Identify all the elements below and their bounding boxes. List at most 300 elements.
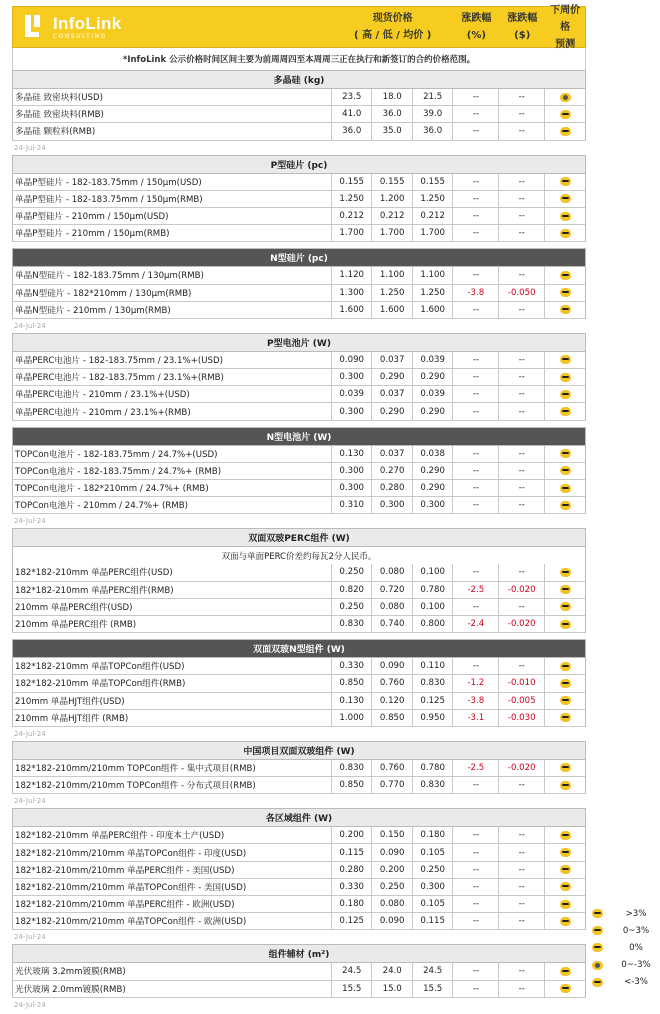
legend-label: <-3%: [624, 977, 648, 988]
price-avg: 0.105: [413, 844, 453, 860]
table-row: [12, 599, 586, 616]
scream-face-icon: [592, 961, 603, 970]
price-high: 0.155: [332, 174, 372, 190]
pct-change: -2.4: [453, 616, 499, 632]
forecast-cell: [545, 582, 585, 598]
flat-face-icon: [560, 305, 571, 314]
price-avg: 0.155: [413, 174, 453, 190]
pct-change: --: [453, 658, 499, 674]
product-name: 182*182-210mm/210mm 单晶TOPCon组件 - 印度(USD): [13, 844, 332, 860]
pct-change: --: [453, 191, 499, 207]
pct-change: --: [453, 106, 499, 122]
price-avg: 0.780: [413, 582, 453, 598]
product-name: TOPCon电池片 - 210mm / 24.7%+ (RMB): [13, 497, 332, 513]
table-row: [12, 879, 586, 896]
pct-change: --: [453, 89, 499, 105]
product-name: 182*182-210mm/210mm 单晶TOPCon组件 - 美国(USD): [13, 879, 332, 895]
section-title: N型硅片 (pc): [12, 248, 586, 267]
flat-face-icon: [560, 466, 571, 475]
forecast-cell: [545, 403, 585, 419]
table-row: [12, 89, 586, 106]
date-stamp: 24-Jul-24: [14, 143, 46, 152]
product-name: 多晶硅 颗粒料(RMB): [13, 123, 332, 139]
price-high: 0.200: [332, 827, 372, 843]
price-high: 0.180: [332, 896, 372, 912]
product-name: 182*182-210mm 单晶PERC组件(RMB): [13, 582, 332, 598]
infolink-logo: [13, 7, 332, 47]
forecast-cell: [545, 106, 585, 122]
abs-change: --: [499, 844, 545, 860]
flat-face-icon: [560, 585, 571, 594]
table-row: [12, 693, 586, 710]
product-name: 单晶N型硅片 - 210mm / 130μm(RMB): [13, 302, 332, 318]
price-avg: 0.115: [413, 913, 453, 929]
section: [12, 741, 586, 808]
price-avg: 0.800: [413, 616, 453, 632]
pct-change: --: [453, 463, 499, 479]
abs-change: --: [499, 658, 545, 674]
price-column-header: 现货价格 ( 高 / 低 / 均价 ): [354, 13, 432, 41]
price-high: 0.130: [332, 693, 372, 709]
product-name: 182*182-210mm/210mm 单晶PERC组件 - 美国(USD): [13, 862, 332, 878]
table-row: [12, 463, 586, 480]
flat-face-icon: [560, 407, 571, 416]
pct-change: --: [453, 480, 499, 496]
section: [12, 639, 586, 741]
forecast-cell: [545, 123, 585, 139]
price-high: 0.850: [332, 675, 372, 691]
table-row: [12, 369, 586, 386]
product-name: 单晶P型硅片 - 182-183.75mm / 150μm(USD): [13, 174, 332, 190]
table-row: [12, 403, 586, 420]
flat-face-icon: [560, 662, 571, 671]
price-avg: 0.105: [413, 896, 453, 912]
price-high: 1.700: [332, 225, 372, 241]
forecast-cell: [545, 285, 585, 301]
abs-change: --: [499, 862, 545, 878]
section-title: 双面双玻PERC组件 (W): [12, 528, 586, 547]
product-name: 182*182-210mm/210mm TOPCon组件 - 分布式项目(RMB): [13, 777, 332, 793]
price-low: 0.850: [372, 710, 412, 726]
price-avg: 36.0: [413, 123, 453, 139]
table-row: [12, 480, 586, 497]
table-row: [12, 844, 586, 861]
abs-change: --: [499, 267, 545, 283]
forecast-cell: [545, 710, 585, 726]
product-name: 182*182-210mm/210mm 单晶PERC组件 - 欧洲(USD): [13, 896, 332, 912]
abs-change: --: [499, 879, 545, 895]
abs-change: --: [499, 106, 545, 122]
price-low: 0.270: [372, 463, 412, 479]
price-avg: 39.0: [413, 106, 453, 122]
flat-face-icon: [560, 848, 571, 857]
table-row: [12, 497, 586, 514]
price-low: 1.600: [372, 302, 412, 318]
price-high: 0.330: [332, 879, 372, 895]
price-avg: 0.125: [413, 693, 453, 709]
table-row: [12, 777, 586, 794]
price-high: 0.300: [332, 463, 372, 479]
abs-change: --: [499, 174, 545, 190]
price-avg: 1.100: [413, 267, 453, 283]
price-high: 1.300: [332, 285, 372, 301]
pct-change: --: [453, 352, 499, 368]
price-high: 1.250: [332, 191, 372, 207]
table-row: [12, 963, 586, 980]
abs-change-header: 涨跌幅 ($): [507, 13, 538, 41]
forecast-cell: [545, 862, 585, 878]
price-high: 36.0: [332, 123, 372, 139]
pct-change: --: [453, 302, 499, 318]
price-low: 0.150: [372, 827, 412, 843]
abs-change: --: [499, 446, 545, 462]
date-stamp: 24-Jul-24: [14, 321, 46, 330]
pct-change: -3.8: [453, 693, 499, 709]
grin-face-icon: [592, 909, 603, 918]
price-low: 36.0: [372, 106, 412, 122]
price-low: 1.200: [372, 191, 412, 207]
price-low: 0.770: [372, 777, 412, 793]
price-low: 0.037: [372, 446, 412, 462]
pct-change: --: [453, 963, 499, 979]
price-high: 0.250: [332, 564, 372, 580]
flat-face-icon: [560, 831, 571, 840]
legend-label: 0~3%: [622, 925, 650, 936]
price-avg: 0.039: [413, 352, 453, 368]
abs-change: --: [499, 564, 545, 580]
abs-change: --: [499, 225, 545, 241]
flat-face-icon: [560, 127, 571, 136]
flat-face-icon: [560, 781, 571, 790]
abs-change: --: [499, 302, 545, 318]
price-avg: 0.950: [413, 710, 453, 726]
product-name: 光伏玻璃 3.2mm镀膜(RMB): [13, 963, 332, 979]
flat-face-icon: [560, 865, 571, 874]
price-high: 0.820: [332, 582, 372, 598]
price-avg: 0.300: [413, 497, 453, 513]
forecast-cell: [545, 896, 585, 912]
product-name: 182*182-210mm 单晶PERC组件(USD): [13, 564, 332, 580]
price-low: 0.300: [372, 497, 412, 513]
flat-face-icon: [560, 882, 571, 891]
flat-face-icon: [560, 449, 571, 458]
price-low: 0.080: [372, 599, 412, 615]
flat-face-icon: [560, 212, 571, 221]
pct-change: -2.5: [453, 760, 499, 776]
product-name: 单晶N型硅片 - 182-183.75mm / 130μm(RMB): [13, 267, 332, 283]
price-high: 0.280: [332, 862, 372, 878]
price-high: 0.115: [332, 844, 372, 860]
price-avg: 1.250: [413, 191, 453, 207]
product-name: 单晶N型硅片 - 182*210mm / 130μm(RMB): [13, 285, 332, 301]
pct-change: --: [453, 564, 499, 580]
price-high: 1.600: [332, 302, 372, 318]
price-high: 0.130: [332, 446, 372, 462]
date-stamp: 24-Jul-24: [14, 517, 46, 526]
price-low: 0.760: [372, 760, 412, 776]
pct-change: --: [453, 913, 499, 929]
section-title: P型电池片 (W): [12, 333, 586, 352]
price-high: 0.850: [332, 777, 372, 793]
product-name: 182*182-210mm 单晶PERC组件 - 印度本土产(USD): [13, 827, 332, 843]
price-avg: 0.300: [413, 879, 453, 895]
pct-change: -3.1: [453, 710, 499, 726]
logo-subtitle: CONSULTING: [53, 32, 107, 40]
forecast-cell: [545, 352, 585, 368]
date-stamp: 24-Jul-24: [14, 933, 46, 942]
sections-container: [12, 70, 586, 1012]
abs-change: --: [499, 896, 545, 912]
flat-face-icon: [560, 917, 571, 926]
price-low: 0.155: [372, 174, 412, 190]
abs-change: -0.020: [499, 582, 545, 598]
pct-change: --: [453, 446, 499, 462]
product-name: 182*182-210mm/210mm TOPCon组件 - 集中式项目(RMB): [13, 760, 332, 776]
flat-face-icon: [560, 484, 571, 493]
pct-change: --: [453, 403, 499, 419]
pct-change: -1.2: [453, 675, 499, 691]
forecast-cell: [545, 463, 585, 479]
pct-change-header: 涨跌幅 (%): [461, 13, 492, 41]
abs-change: --: [499, 497, 545, 513]
price-high: 0.300: [332, 369, 372, 385]
forecast-cell: [545, 446, 585, 462]
price-high: 0.125: [332, 913, 372, 929]
price-avg: 0.100: [413, 599, 453, 615]
section: [12, 808, 586, 944]
section: [12, 944, 586, 1011]
price-high: 0.039: [332, 386, 372, 402]
price-low: 0.250: [372, 879, 412, 895]
flat-face-icon: [560, 763, 571, 772]
price-avg: 21.5: [413, 89, 453, 105]
pct-change: -3.8: [453, 285, 499, 301]
forecast-cell: [545, 480, 585, 496]
price-high: 0.310: [332, 497, 372, 513]
legend-label: >3%: [625, 908, 647, 919]
price-avg: 24.5: [413, 963, 453, 979]
scream-face-icon: [560, 93, 571, 102]
abs-change: --: [499, 480, 545, 496]
price-high: 0.212: [332, 208, 372, 224]
product-name: 单晶P型硅片 - 210mm / 150μm(RMB): [13, 225, 332, 241]
table-row: [12, 123, 586, 140]
price-high: 0.250: [332, 599, 372, 615]
abs-change: --: [499, 386, 545, 402]
price-avg: 0.290: [413, 480, 453, 496]
table-row: [12, 352, 586, 369]
flat-face-icon: [560, 110, 571, 119]
forecast-cell: [545, 693, 585, 709]
section-title: 中国项目双面双玻组件 (W): [12, 741, 586, 760]
abs-change: --: [499, 463, 545, 479]
price-low: 1.250: [372, 285, 412, 301]
abs-change: -0.005: [499, 693, 545, 709]
product-name: TOPCon电池片 - 182-183.75mm / 24.7%+ (RMB): [13, 463, 332, 479]
flat-face-icon: [560, 229, 571, 238]
pct-change: -2.5: [453, 582, 499, 598]
table-row: [12, 191, 586, 208]
flat-face-icon: [560, 568, 571, 577]
abs-change: -0.050: [499, 285, 545, 301]
section: [12, 70, 586, 155]
table-row: [12, 174, 586, 191]
pct-change: --: [453, 879, 499, 895]
forecast-cell: [545, 599, 585, 615]
price-avg: 0.830: [413, 777, 453, 793]
price-low: 0.740: [372, 616, 412, 632]
forecast-cell: [545, 208, 585, 224]
abs-change: --: [499, 123, 545, 139]
product-name: 单晶PERC电池片 - 210mm / 23.1%+(RMB): [13, 403, 332, 419]
abs-change: -0.030: [499, 710, 545, 726]
logo-mark-icon: [23, 14, 49, 40]
flat-face-icon: [560, 501, 571, 510]
price-avg: 0.212: [413, 208, 453, 224]
abs-change: --: [499, 913, 545, 929]
product-name: TOPCon电池片 - 182-183.75mm / 24.7%+(USD): [13, 446, 332, 462]
price-avg: 0.039: [413, 386, 453, 402]
section: [12, 427, 586, 529]
table-row: [12, 225, 586, 242]
price-high: 15.5: [332, 981, 372, 997]
abs-change: --: [499, 827, 545, 843]
abs-change: --: [499, 403, 545, 419]
date-stamp: 24-Jul-24: [14, 797, 46, 806]
flat-face-icon: [560, 679, 571, 688]
price-low: 0.090: [372, 913, 412, 929]
price-low: 0.200: [372, 862, 412, 878]
forecast-cell: [545, 386, 585, 402]
abs-change: --: [499, 191, 545, 207]
product-name: 182*182-210mm 单晶TOPCon组件(USD): [13, 658, 332, 674]
price-low: 18.0: [372, 89, 412, 105]
pct-change: --: [453, 844, 499, 860]
logo-name: InfoLink: [53, 13, 122, 33]
flat-face-icon: [560, 194, 571, 203]
price-low: 0.120: [372, 693, 412, 709]
legend-item: [592, 957, 656, 974]
table-row: [12, 913, 586, 930]
price-low: 0.290: [372, 403, 412, 419]
legend-item: [592, 905, 656, 922]
section-title: 各区域组件 (W): [12, 808, 586, 827]
product-name: 210mm 单晶PERC组件 (RMB): [13, 616, 332, 632]
flat-face-icon: [560, 602, 571, 611]
price-low: 0.037: [372, 386, 412, 402]
price-high: 0.330: [332, 658, 372, 674]
table-row: [12, 267, 586, 284]
date-stamp: 24-Jul-24: [14, 729, 46, 738]
forecast-cell: [545, 174, 585, 190]
cry-face-icon: [592, 978, 603, 987]
flat-face-icon: [560, 271, 571, 280]
table-row: [12, 658, 586, 675]
pct-change: --: [453, 123, 499, 139]
pct-change: --: [453, 174, 499, 190]
price-high: 1.000: [332, 710, 372, 726]
price-low: 0.090: [372, 844, 412, 860]
forecast-cell: [545, 913, 585, 929]
price-avg: 0.290: [413, 403, 453, 419]
flat-face-icon: [560, 373, 571, 382]
forecast-cell: [545, 497, 585, 513]
table-header: [12, 6, 586, 48]
section-note: 双面与单面PERC价差约每瓦2分人民币。: [12, 547, 586, 564]
table-row: [12, 106, 586, 123]
product-name: 单晶P型硅片 - 182-183.75mm / 150μm(RMB): [13, 191, 332, 207]
table-row: [12, 564, 586, 581]
section: [12, 155, 586, 249]
flat-face-icon: [560, 967, 571, 976]
forecast-cell: [545, 616, 585, 632]
abs-change: --: [499, 352, 545, 368]
forecast-cell: [545, 267, 585, 283]
flat-face-icon: [560, 696, 571, 705]
abs-change: -0.010: [499, 675, 545, 691]
price-low: 0.080: [372, 564, 412, 580]
abs-change: --: [499, 208, 545, 224]
table-row: [12, 285, 586, 302]
flat-face-icon: [560, 288, 571, 297]
legend-item: [592, 922, 656, 939]
price-low: 0.280: [372, 480, 412, 496]
section-title: 组件辅材 (m²): [12, 944, 586, 963]
forecast-cell: [545, 369, 585, 385]
product-name: 多晶硅 致密块料(USD): [13, 89, 332, 105]
forecast-header: 下周价格 预测: [550, 4, 581, 50]
forecast-cell: [545, 963, 585, 979]
flat-face-icon: [560, 390, 571, 399]
product-name: 210mm 单晶HJT组件 (RMB): [13, 710, 332, 726]
disclaimer-note: *InfoLink 公示价格时间区间主要为前周周四至本周周三正在执行和新签订的合约价格范围。: [12, 48, 586, 70]
section: [12, 248, 586, 333]
flat-face-icon: [560, 713, 571, 722]
price-low: 0.290: [372, 369, 412, 385]
date-stamp: 24-Jul-24: [14, 1000, 46, 1009]
table-row: [12, 302, 586, 319]
product-name: 单晶P型硅片 - 210mm / 150μm(USD): [13, 208, 332, 224]
forecast-cell: [545, 879, 585, 895]
price-avg: 1.600: [413, 302, 453, 318]
pct-change: --: [453, 862, 499, 878]
price-low: 0.212: [372, 208, 412, 224]
section-title: P型硅片 (pc): [12, 155, 586, 174]
product-name: 光伏玻璃 2.0mm镀膜(RMB): [13, 981, 332, 997]
product-name: 182*182-210mm/210mm 单晶TOPCon组件 - 欧洲(USD): [13, 913, 332, 929]
price-avg: 0.180: [413, 827, 453, 843]
product-name: 210mm 单晶HJT组件(USD): [13, 693, 332, 709]
price-avg: 0.250: [413, 862, 453, 878]
product-name: 单晶PERC电池片 - 210mm / 23.1%+(USD): [13, 386, 332, 402]
pct-change: --: [453, 896, 499, 912]
price-low: 0.760: [372, 675, 412, 691]
price-high: 41.0: [332, 106, 372, 122]
forecast-cell: [545, 564, 585, 580]
abs-change: --: [499, 963, 545, 979]
pct-change: --: [453, 386, 499, 402]
price-low: 0.090: [372, 658, 412, 674]
flat-face-icon: [560, 900, 571, 909]
price-avg: 0.290: [413, 463, 453, 479]
section: [12, 333, 586, 427]
forecast-cell: [545, 89, 585, 105]
legend-item: [592, 939, 656, 956]
section-title: 双面双玻N型组件 (W): [12, 639, 586, 658]
table-row: [12, 896, 586, 913]
pct-change: --: [453, 497, 499, 513]
forecast-cell: [545, 827, 585, 843]
